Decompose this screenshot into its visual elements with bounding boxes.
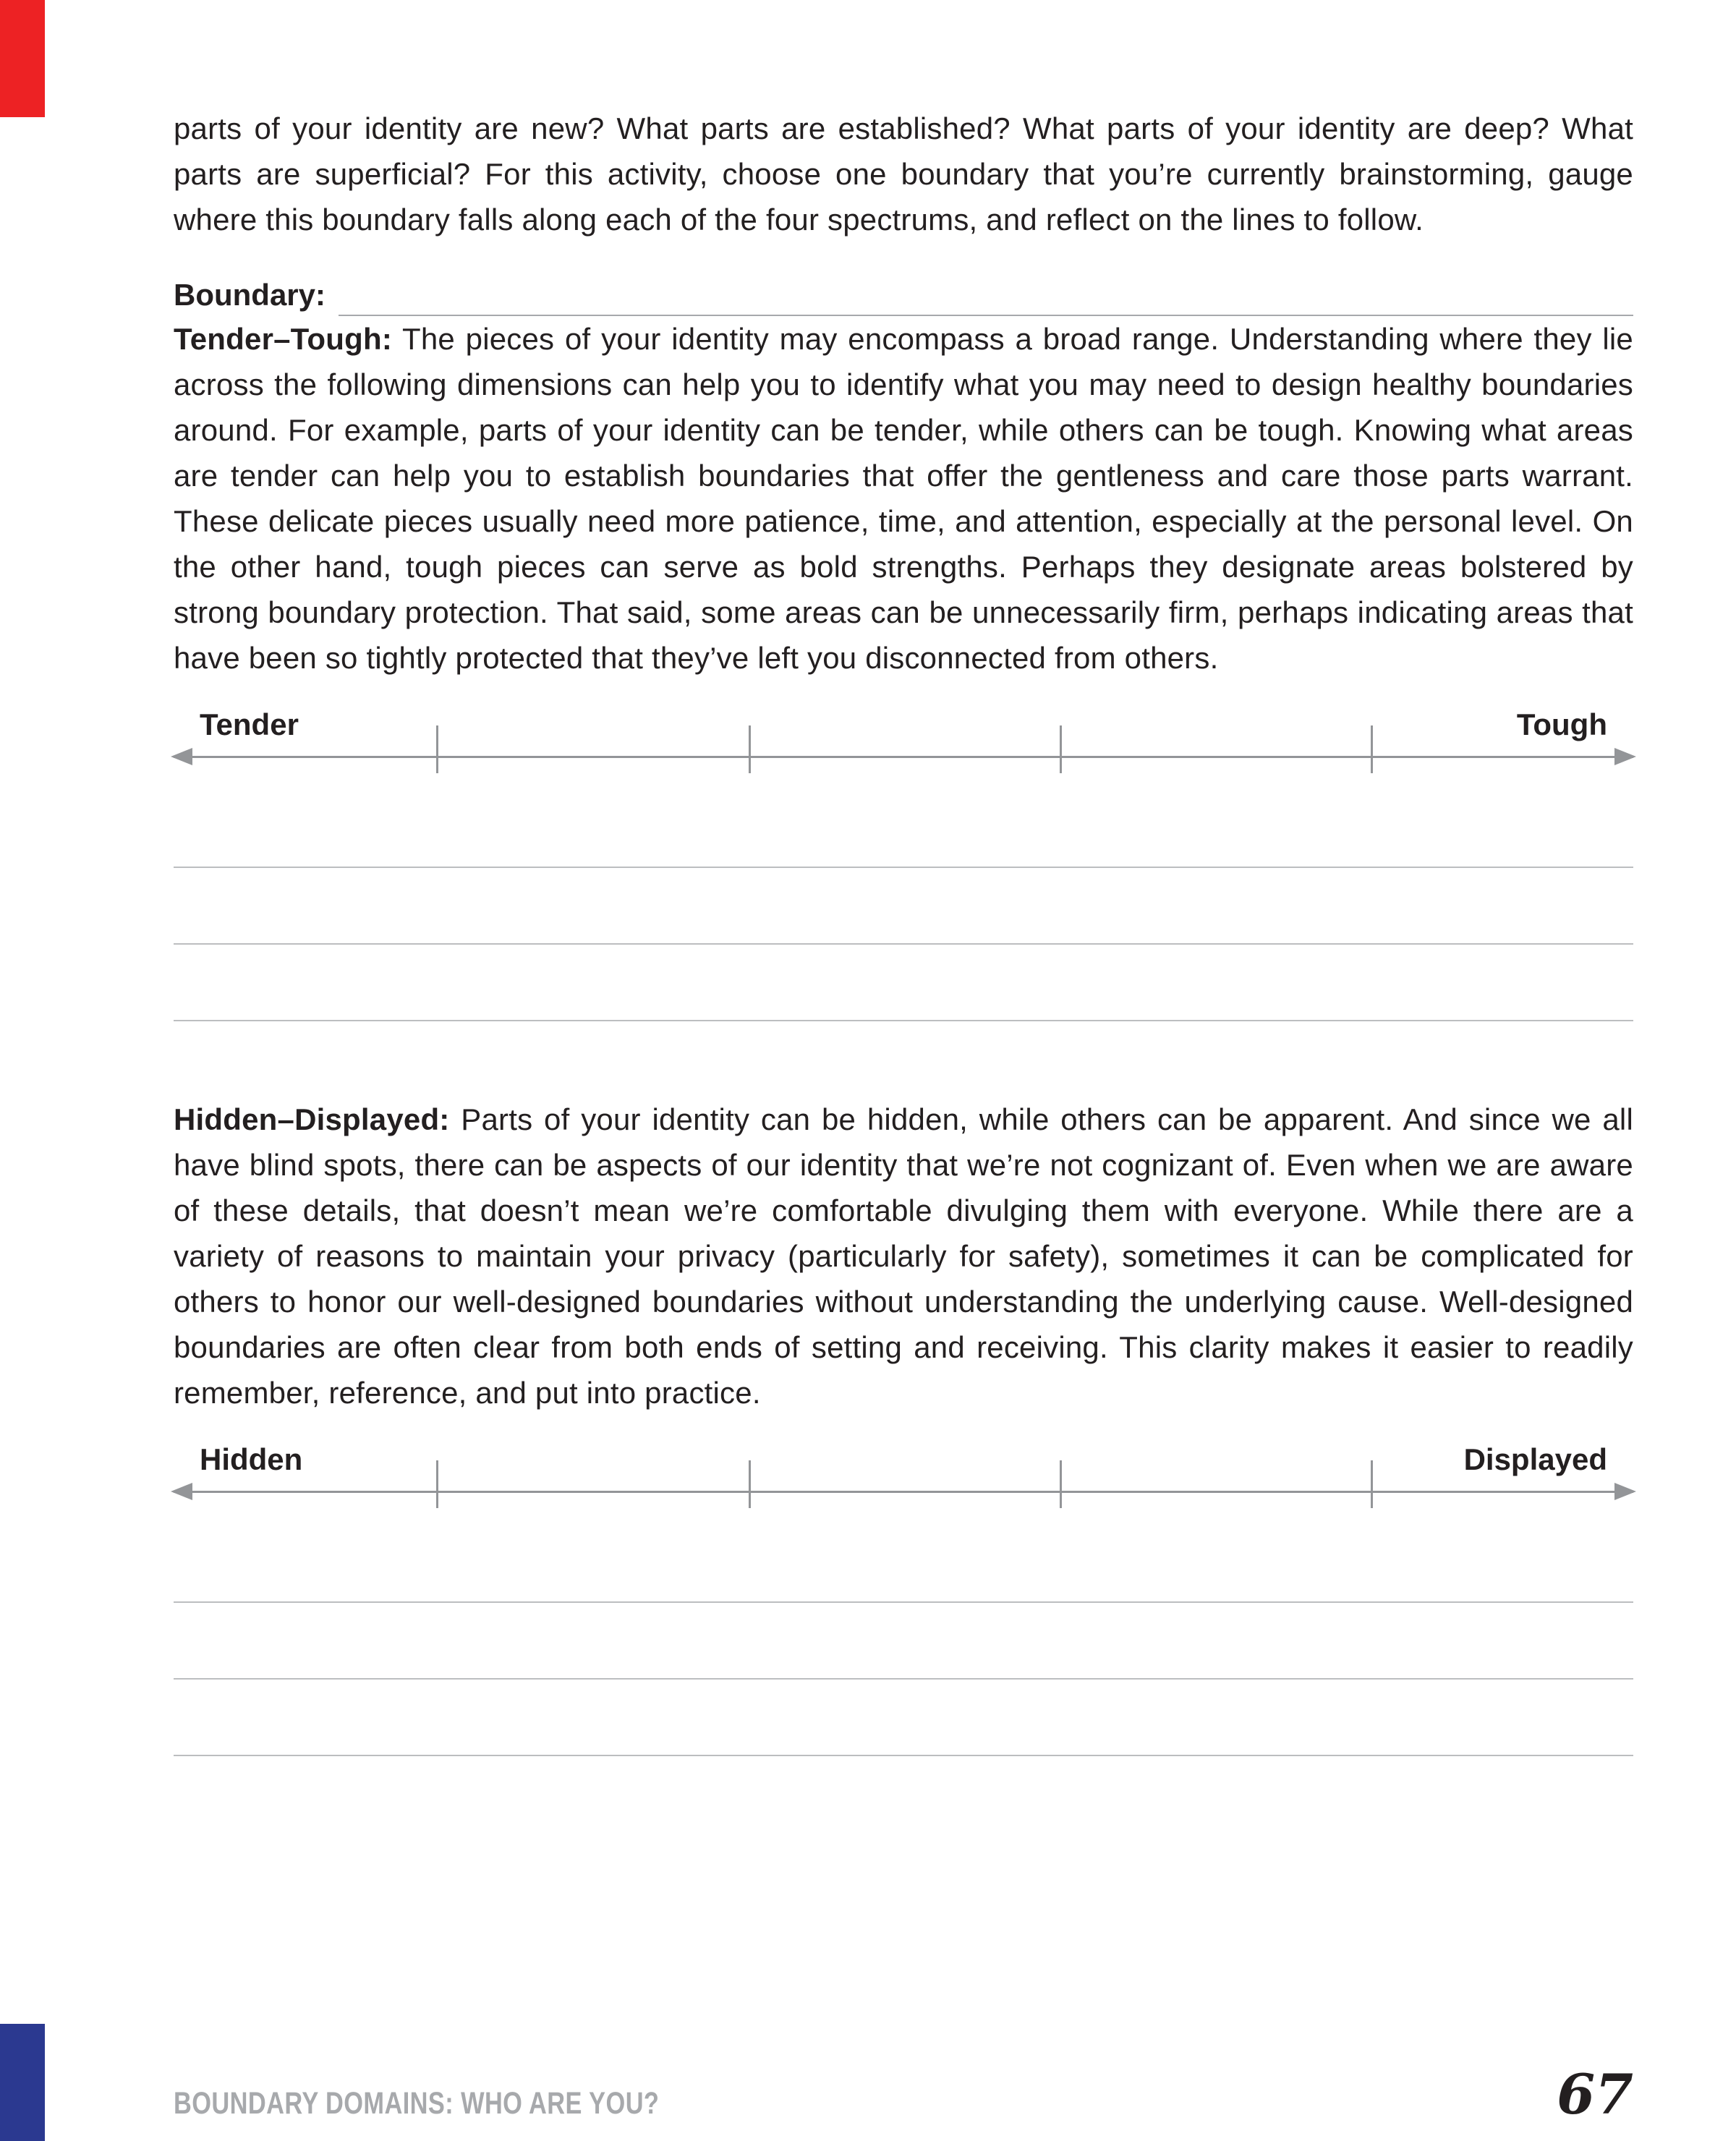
tender-tough-spectrum [174, 705, 1633, 758]
spectrum-tick [1060, 725, 1062, 773]
writing-line [174, 1601, 1633, 1603]
tender-tough-spectrum-labels [174, 705, 1633, 744]
boundary-field [174, 274, 1633, 316]
section-tender-tough-heading: Tender–Tough: [174, 322, 393, 356]
hidden-displayed-writing-lines [174, 1601, 1633, 1756]
page-number: 67 [1557, 2062, 1633, 2127]
spectrum-right-label: Displayed [1463, 1442, 1607, 1476]
section-tender-tough-paragraph [174, 316, 1633, 681]
spectrum-tick [1371, 725, 1373, 773]
spectrum-tick [749, 725, 751, 773]
writing-line [174, 867, 1633, 868]
hidden-displayed-spectrum [174, 1440, 1633, 1493]
arrow-right-icon [1614, 1483, 1636, 1500]
page-footer [174, 2062, 1633, 2127]
spectrum-tick [436, 725, 438, 773]
spectrum-left-label: Hidden [200, 1442, 303, 1476]
running-footer-title: BOUNDARY DOMAINS: WHO ARE YOU? [174, 2086, 660, 2121]
writing-line [174, 1755, 1633, 1756]
spectrum-left-label: Tender [200, 707, 299, 741]
section-hidden-displayed-heading: Hidden–Displayed: [174, 1102, 450, 1136]
section-hidden-displayed-paragraph [174, 1097, 1633, 1416]
spectrum-tick [749, 1460, 751, 1508]
intro-paragraph [174, 106, 1633, 242]
writing-line [174, 1678, 1633, 1680]
spectrum-tick [1371, 1460, 1373, 1508]
boundary-label: Boundary: [174, 278, 326, 312]
page-edge-tab-blue [0, 2024, 45, 2141]
spectrum-axis-line [174, 756, 1633, 758]
writing-line [174, 943, 1633, 945]
intro-text: parts of your identity are new? What parts are established? What parts of your identity are deep? What parts are superficial? For this activity, choose one boundary that you’re currently brainstorming, gauge where this boundary falls along each of the four spectrums, and reflect on the lines to follow. [174, 111, 1633, 237]
spectrum-tick [436, 1460, 438, 1508]
hidden-displayed-spectrum-labels [174, 1440, 1633, 1479]
spectrum-tick [1060, 1460, 1062, 1508]
section-tender-tough-body: The pieces of your identity may encompass a broad range. Understanding where they lie across the following dimensions can help you to identify what you may need to design healthy boundaries around. For example, parts of your identity can be tender, while others can be tough. Knowing what areas are tender can help you to establish boundaries that offer the gentleness and care those parts warrant. These delicate pieces usually need more patience, time, and attention, especially at the personal level. On the other hand, tough pieces can serve as bold strengths. Perhaps they designate areas bolstered by strong boundary protection. That said, some areas can be unnecessarily firm, perhaps indicating areas that have been so tightly protected that they’ve left you disconnected from others. [174, 322, 1633, 675]
arrow-right-icon [1614, 748, 1636, 765]
spectrum-axis-line [174, 1491, 1633, 1493]
page-edge-tab-red [0, 0, 45, 117]
writing-line [174, 1020, 1633, 1021]
spectrum-right-label: Tough [1516, 707, 1607, 741]
section-hidden-displayed-body: Parts of your identity can be hidden, while others can be apparent. And since we all have blind spots, there can be aspects of our identity that we’re not cognizant of. Even when we are aware of these details, that doesn’t mean we’re comfortable divulging them with everyone. While there are a variety of reasons to maintain your privacy (particularly for safety), sometimes it can be complicated for others to honor our well-designed boundaries without understanding the underlying cause. Well-designed boundaries are often clear from both ends of setting and receiving. This clarity makes it easier to readily remember, reference, and put into practice. [174, 1102, 1633, 1410]
tender-tough-writing-lines [174, 867, 1633, 1021]
page-content [174, 106, 1633, 1756]
arrow-left-icon [171, 1483, 192, 1500]
boundary-fill-line [339, 278, 1633, 316]
arrow-left-icon [171, 748, 192, 765]
